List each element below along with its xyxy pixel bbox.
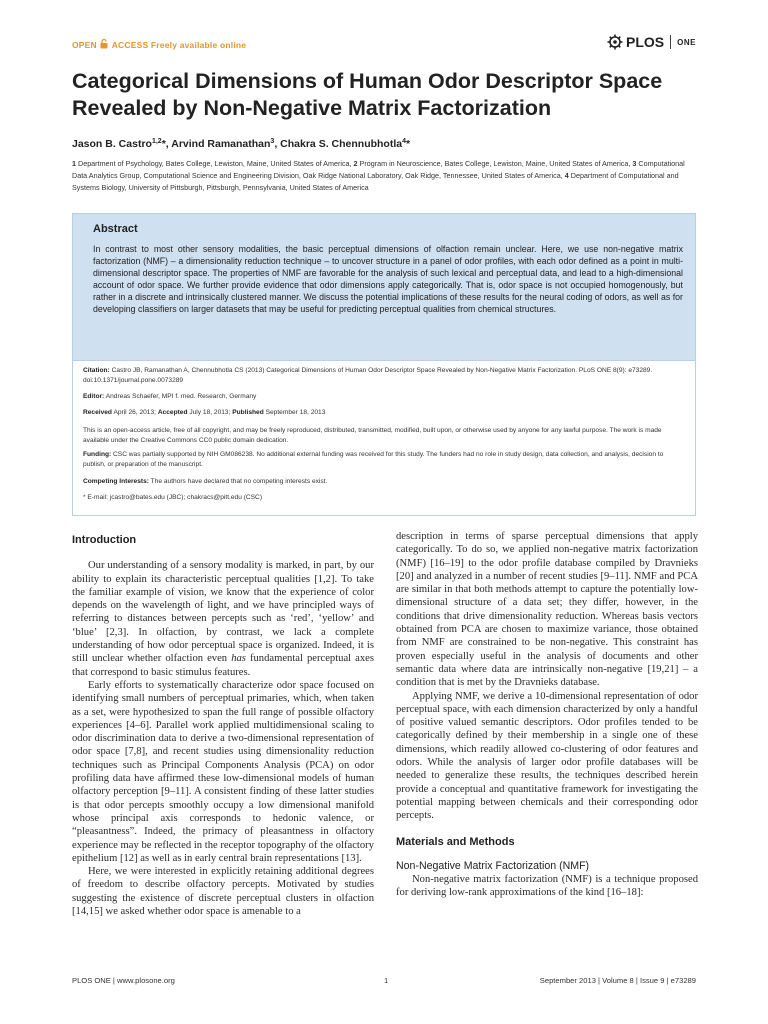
page-number: 1 (384, 976, 389, 985)
article-title (72, 68, 702, 122)
nmf-subheading: Non-Negative Matrix Factorization (NMF) (396, 859, 590, 872)
competing-interests: Competing Interests: The authors have declared that no competing interests exist. (83, 478, 328, 485)
journal-header (72, 34, 696, 56)
plos-gear-icon (607, 34, 623, 50)
author-affiliation-sup: 4 (402, 138, 407, 145)
footer-journal: PLOS ONE | www.plosone.org (72, 976, 175, 985)
article-metadata (72, 361, 696, 516)
email-contact: * E-mail: jcastro@bates.edu (JBC); chakracs@pitt.edu (CSC) (83, 494, 263, 501)
affiliation-text: Computational Data Analytics Group, Computational Science and Engineering Division, Oak Ridge National Laboratory, Oak Ridge, Tennessee, United States of America, (72, 159, 685, 180)
author-affiliation-sup: 3 (270, 138, 275, 145)
affiliation-text: Department of Psychology, Bates College, Lewiston, Maine, United States of America, (78, 159, 352, 168)
freely-available-label: Freely available online (150, 40, 247, 50)
right-column (396, 530, 698, 900)
intro-paragraph-4: description in terms of sparse perceptual dimensions that apply categorically. To do so, we applied non-negative matrix factorization (NMF) [16–19] to the odor profile database compiled by Dravnieks [20] and analyzed in a number of recent studies [9–11]. NMF and PCA are similar in that both methods attempt to capture the potentially low-dimensional structure of a data set; they differ, however, in the conditions that drive dimensionality reduction. Whereas basis vectors obtained from PCA are chosen to maximize variance, those obtained from NMF are constrained to be non-negative. This constraint has proven especially useful in the analysis of documents and other semantic data where data are intrinsically non-negative [19,21] – a condition that is met by the Dravnieks database. (396, 531, 698, 689)
intro-paragraph-3: Here, we were interested in explicitly retaining additional degrees of freedom to describe olfactory percepts. Motivated by studies suggesting the existence of discrete perceptual clusters in olfaction [14,15] we asked whether odor space is amenable to a (72, 866, 374, 918)
affiliation-text: Department of Computational and Systems Biology, University of Pittsburgh, Pittsburgh, Pennsylvania, United States of America (72, 171, 679, 192)
introduction-heading: Introduction (72, 534, 137, 546)
intro-paragraph-1: Our understanding of a sensory modality is marked, in part, by our ability to explain its characteristic perceptual qualities [1,2]. To take the familiar example of vision, we know that the experience of color depends on the wavelength of light, and we have principled ways of referring to distances between percepts such as ‘red’, ‘yellow’ and ‘blue’ [2,3]. In olfaction, by contrast, we lack a complete understanding of how odor perceptual space is organized. Indeed, it is still unclear whether olfaction even has fundamental perceptual axes that correspond to basic stimulus features. (72, 560, 375, 678)
author-name: Chakra S. Chennubhotla (280, 138, 403, 150)
page-footer (72, 976, 696, 988)
editor: Editor: Andreas Schaefer, MPI f. med. Research, Germany (83, 393, 257, 400)
affiliation-text: Program in Neuroscience, Bates College, Lewiston, Maine, United States of America, (359, 159, 631, 168)
title-line-1: Categorical Dimensions of Human Odor Descriptor Space (72, 69, 663, 93)
access-label: ACCESS (111, 40, 149, 50)
abstract-box (72, 213, 696, 361)
author-name: Arvind Ramanathan (171, 138, 271, 150)
methods-paragraph-1: Non-negative matrix factorization (NMF) is a technique proposed for deriving low-rank approximations of the kind [16–18]: (396, 874, 698, 899)
license-statement: This is an open-access article, free of all copyright, and may be freely reproduced, distributed, transmitted, modified, built upon, or otherwise used by anyone for any lawful purpose. The work is made available under the Creative Commons CC0 public domain dedication. (83, 427, 662, 444)
abstract-heading: Abstract (93, 223, 138, 235)
open-access-lock-icon (100, 39, 108, 51)
open-access-banner (72, 39, 246, 51)
corresponding-mark: * (406, 138, 411, 150)
title-line-2: Revealed by Non-Negative Matrix Factorization (72, 96, 552, 120)
author-name: Jason B. Castro (72, 138, 152, 150)
author-affiliation-sup: 1,2 (151, 138, 162, 145)
corresponding-mark: * (161, 138, 166, 150)
open-label: OPEN (72, 40, 97, 50)
methods-heading: Materials and Methods (396, 835, 515, 848)
left-column (72, 530, 374, 918)
plos-one-logo (607, 34, 696, 50)
abstract-text: In contrast to most other sensory modalities, the basic perceptual dimensions of olfaction remain unclear. Here, we use non-negative matrix factorization (NMF) – a dimensionality reduction technique – to uncover structure in a panel of odor profiles, with each odor defined as a point in multi-dimensional descriptor space. The properties of NMF are favorable for the analysis of such lexical and perceptual data, and lead to a high-dimensional account of odor space. We further provide evidence that odor dimensions apply categorically. That is, odor space is not occupied homogenously, but rather in a discrete and intrinsically clustered manner. We discuss the potential implications of these results for the neural coding of odors, as well as for developing classifiers on larger datasets that may be useful for predicting perceptual qualities from chemical structures. (93, 244, 683, 315)
intro-paragraph-2: Early efforts to systematically characterize odor space focused on identifying small numbers of perceptual primaries, which, when taken as a set, were hypothesized to span the full range of possible olfactory experiences [4–6]. Parallel work applied multidimensional scaling to odor discrimination data to derive a two-dimensional representation of odor space [7,8], and recent studies using dimensionality reduction techniques such as Principal Components Analysis (PCA) on odor profiling data have affirmed these low-dimensional models of human olfactory perception [9–11]. A consistent finding of these latter studies is that odor percepts smoothly occupy a low dimensional manifold whose principal axis corresponds to hedonic valence, or “pleasantness”. Indeed, the primacy of pleasantness in olfactory experience may be reflected in the receptor topography of the olfactory epithelium [12] as well as in early central brain representations [13]. (72, 679, 374, 864)
intro-paragraph-5: Applying NMF, we derive a 10-dimensional representation of odor perceptual space, with each dimension characterized by only a handful of positive valued semantic descriptors. Odor profiles tended to be categorically defined by their membership in a single one of these dimensions, which readily allowed co-clustering of odor features and odors. While the analysis of larger odor profile databases will be needed to generalize these results, the techniques described herein provide a conceptual and quantitative framework for investigating the potential mapping between chemicals and their corresponding odor percepts. (396, 690, 698, 822)
author-list: Jason B. Castro$^{1,2}$*, Arvind Ramanathan$^3$, Chakra S. Chennubhotla$^4$* (72, 138, 411, 150)
one-wordmark: ONE (677, 37, 696, 47)
citation: Citation: Castro JB, Ramanathan A, Chennubhotla CS (2013) Categorical Dimensions of Human Odor Descriptor Space Revealed by Non-Negative Matrix Factorization. PLoS ONE 8(9): e73289. doi:10.1371/journal.pone.0073289 (83, 367, 653, 384)
affiliations: 1 Department of Psychology, Bates College, Lewiston, Maine, United States of America, 2 Program in Neuroscience, Bates College, Lewiston, Maine, United States of America, 3 Computational Data Analytics Group, Computational Science and Engineering Division, Oak Ridge National Laboratory, Oak Ridge, Tennessee, United States of America, 4 Department of Computational and Systems Biology, University of Pittsburgh, Pittsburgh, Pennsylvania, United States of America (72, 159, 685, 192)
footer-issue: September 2013 | Volume 8 | Issue 9 | e73289 (539, 976, 696, 985)
dates: Received April 26, 2013; Accepted July 18, 2013; Published September 18, 2013 (83, 409, 326, 416)
funding-statement: Funding: CSC was partially supported by NIH GM086238. No additional external funding was received for this study. The funders had no role in study design, data collection, and analysis, decision to publish, or preparation of the manuscript. (83, 451, 664, 468)
plos-wordmark: PLOS (626, 34, 665, 50)
